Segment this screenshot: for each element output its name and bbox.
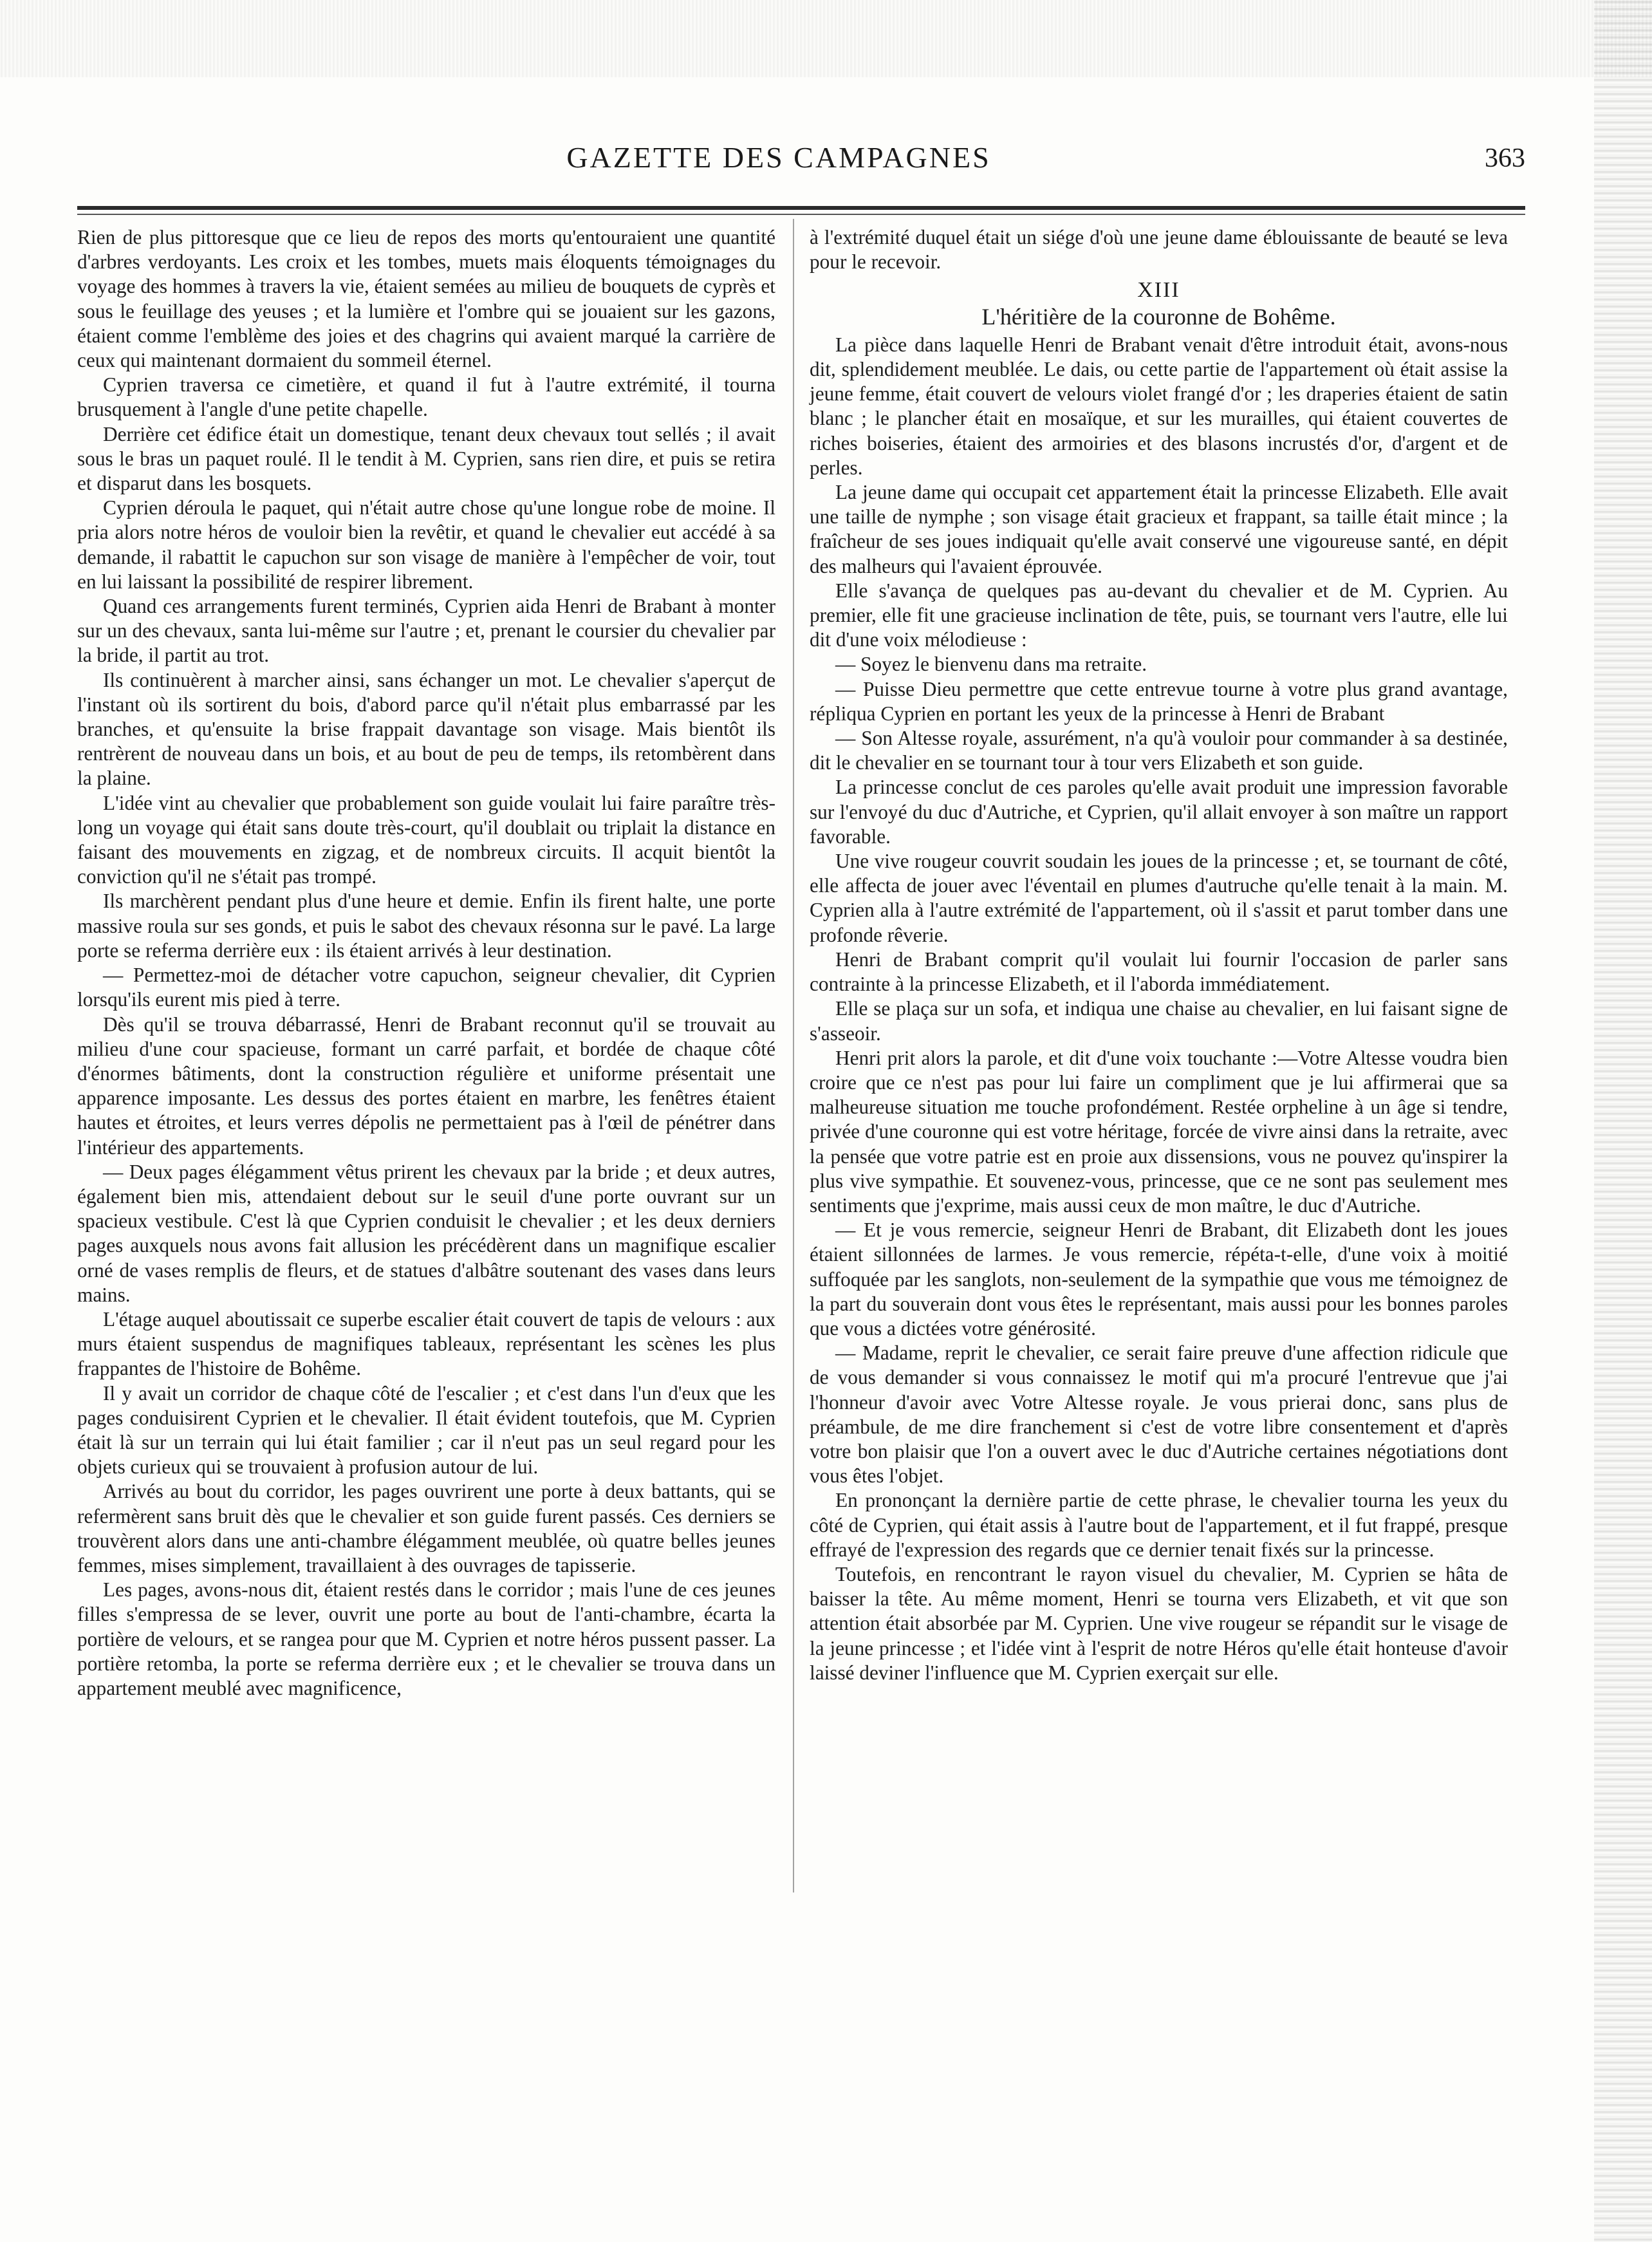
paragraph: Toutefois, en rencontrant le rayon visuel du chevalier, M. Cyprien se hâta de baisser la tête. Au même moment, Henri se tourna vers Elizabeth, et vit que son attention était absorbée par M. Cyprien. Une vive rougeur se répandit sur le visage de la jeune princesse ; et l'idée vint à l'esprit de notre Héros qu'elle était honteuse d'avoir laissé deviner l'influence que M. Cyprien exerçait sur elle. <box>810 1562 1508 1684</box>
paragraph: — Permettez-moi de détacher votre capuchon, seigneur chevalier, dit Cyprien lorsqu'ils eurent mis pied à terre. <box>77 964 775 1011</box>
paragraph: Derrière cet édifice était un domestique, tenant deux chevaux tout sellés ; il avait sous le bras un paquet roulé. Il le tendit à M. Cyprien, sans rien dire, et puis se retira et disparut dans les bosquets. <box>77 422 775 495</box>
paragraph: La pièce dans laquelle Henri de Brabant venait d'être introduit était, avons-nous dit, splendidement meublée. Le dais, ou cette partie de l'appartement où était assise la jeune femme, était couvert de velours violet frangé d'or ; les draperies étaient de satin blanc ; le plancher était en mosaïque, et sur les murailles, qui étaient couvertes de riches boiseries, étaient des armoiries et des blasons incrustés d'or, d'argent et de perles. <box>810 333 1508 479</box>
paragraph: Ils marchèrent pendant plus d'une heure et demie. Enfin ils firent halte, une porte massive roula sur ses gonds, et puis le sabot des chevaux résonna sur le pavé. La large porte se referma derrière eux : ils étaient arrivés à leur destination. <box>77 890 775 962</box>
paragraph: En prononçant la dernière partie de cette phrase, le chevalier tourna les yeux du côté de Cyprien, qui était assis à l'autre bout de l'appartement, et il fut frappé, presque effrayé de l'expression des regards que ce dernier tenait fixés sur la princesse. <box>810 1489 1508 1561</box>
paragraph: Cyprien traversa ce cimetière, et quand il fut à l'autre extrémité, il tourna brusquement à l'angle d'une petite chapelle. <box>77 373 775 421</box>
left-column <box>77 225 775 1701</box>
paragraph: Elle s'avança de quelques pas au-devant du chevalier et de M. Cyprien. Au premier, elle fit une gracieuse inclination de tête, puis, se tournant vers l'autre, elle lui dit d'une voix mélodieuse : <box>810 579 1508 651</box>
header-rule <box>77 206 1525 210</box>
paragraph: Une vive rougeur couvrit soudain les joues de la princesse ; et, se tournant de côté, elle affecta de jouer avec l'éventail en plumes d'autruche qu'elle tenait à la main. M. Cyprien alla à l'autre extrémité de l'appartement, où il s'assit et parut tomber dans une profonde rêverie. <box>810 850 1508 946</box>
page-header <box>77 129 1525 206</box>
header-rule-thin <box>77 214 1525 215</box>
paragraph: — Soyez le bienvenu dans ma retraite. <box>835 653 1147 676</box>
paragraph: Rien de plus pittoresque que ce lieu de repos des morts qu'entouraient une quantité d'arbres verdoyants. Les croix et les tombes, muets mais éloquents témoignages du voyage des hommes à travers la vie, étaient semées au milieu de bouquets de cyprès et sous le feuillage des yeuses ; et la lumière et l'ombre qui se jouaient sur les gazons, étaient comme l'emblème des joies et des chagrins qui avaient marqué la carrière de ceux qui maintenant dormaient du sommeil éternel. <box>77 226 775 372</box>
paragraph: Henri prit alors la parole, et dit d'une voix touchante :—Votre Altesse voudra bien croire que ce n'est pas pour lui faire un compliment que je lui affirmerai que sa malheureuse situation me touche profondément. Restée orpheline à un âge si tendre, privée d'une couronne qui est votre héritage, forcée de vivre ainsi dans la retraite, avec la pensée que votre patrie est en proie aux dissensions, vous ne pouvez qu'inspirer la plus vive sympathie. Et souvenez-vous, princesse, que ce ne sont pas seulement mes sentiments que j'exprime, mais aussi ceux de mon maître, le duc d'Autriche. <box>810 1046 1508 1217</box>
page-number: 363 <box>1485 144 1525 173</box>
newspaper-title: GAZETTE DES CAMPAGNES <box>566 141 991 174</box>
paragraph: Henri de Brabant comprit qu'il voulait lui fournir l'occasion de parler sans contrainte à la princesse Elizabeth, et il l'aborda immédiatement. <box>810 948 1508 996</box>
paragraph-continuation: à l'extrémité duquel était un siége d'où une jeune dame éblouissante de beauté se leva pour le recevoir. <box>810 226 1508 274</box>
section-title: L'héritière de la couronne de Bohême. <box>981 303 1336 330</box>
paragraph: L'étage auquel aboutissait ce superbe escalier était couvert de tapis de velours : aux murs étaient suspendus de magnifiques tableaux, représentant les scènes les plus frappantes de l'histoire de Bohême. <box>77 1307 775 1380</box>
paragraph: La jeune dame qui occupait cet appartement était la princesse Elizabeth. Elle avait une taille de nymphe ; son visage était gracieux et frappant, sa taille était mince ; la fraîcheur de ses joues indiquait qu'elle avait conservé une vigoureuse santé, en dépit des malheurs qui l'avaient éprouvée. <box>810 481 1508 577</box>
paragraph: — Et je vous remercie, seigneur Henri de Brabant, dit Elizabeth dont les joues étaient sillonnées de larmes. Je vous remercie, répéta-t-elle, d'une voix à moitié suffoquée par les sanglots, non-seulement de la sympathie que vous me témoignez de la part du souverain dont vous êtes le représentant, mais aussi pour les bonnes paroles que vous a dictées votre générosité. <box>810 1219 1508 1340</box>
paragraph: — Puisse Dieu permettre que cette entrevue tourne à votre plus grand avantage, répliqua Cyprien en portant les yeux de la princesse à Henri de Brabant <box>810 677 1508 725</box>
paragraph: — Deux pages élégamment vêtus prirent les chevaux par la bride ; et deux autres, également bien mis, attendaient debout sur le seuil d'une porte ouvrant sur un spacieux vestibule. C'est là que Cyprien conduisit le chevalier ; et les deux derniers pages auxquels nous avons fait allusion les précédèrent dans un magnifique escalier orné de vases remplis de fleurs, et de statues d'albâtre soutenant des vases dans leurs mains. <box>77 1160 775 1306</box>
scan-edge-right <box>1594 0 1652 2242</box>
right-column <box>810 225 1508 1685</box>
paragraph: La princesse conclut de ces paroles qu'elle avait produit une impression favorable sur l'envoyé du duc d'Autriche, et Cyprien, qu'il allait envoyer à son maître un rapport favorable. <box>810 776 1508 848</box>
paragraph: Ils continuèrent à marcher ainsi, sans échanger un mot. Le chevalier s'aperçut de l'instant où ils sortirent du bois, d'abord parce qu'il n'était plus embarrassé par les branches, et qu'ensuite la brise frappait davantage son visage. Mais bientôt ils rentrèrent de nouveau dans un bois, et au bout de peu de temps, ils retombèrent dans la plaine. <box>77 668 775 790</box>
paragraph: Elle se plaça sur un sofa, et indiqua une chaise au chevalier, en lui faisant signe de s'asseoir. <box>810 997 1508 1045</box>
paragraph: — Son Altesse royale, assurément, n'a qu'à vouloir pour commander à sa destinée, dit le chevalier en se tournant tour à tour vers Elizabeth et son guide. <box>810 727 1508 774</box>
paragraph: Dès qu'il se trouva débarrassé, Henri de Brabant reconnut qu'il se trouvait au milieu d'une cour spacieuse, formant un carré parfait, et bordée de chaque côté d'énormes bâtiments, dont la construction régulière et uniforme présentait une apparence imposante. Les dessus des portes étaient en marbre, les fenêtres étaient hautes et étroites, et leurs verres dépolis ne permettaient pas à l'œil de pénétrer dans l'intérieur des appartements. <box>77 1013 775 1159</box>
paragraph: L'idée vint au chevalier que probablement son guide voulait lui faire paraître très-long un voyage qui était sans doute très-court, qu'il doublait ou triplait la distance en faisant des mouvements en zigzag, et de nombreux circuits. Il acquit bientôt la conviction qu'il ne s'était pas trompé. <box>77 791 775 888</box>
paragraph: Il y avait un corridor de chaque côté de l'escalier ; et c'est dans l'un d'eux que les pages conduisirent Cyprien et le chevalier. Il était évident toutefois, que M. Cyprien était là sur un terrain qui lui était familier ; car il n'eut pas un seul regard pour les objets curieux qui se trouvaient à profusion autour de lui. <box>77 1381 775 1479</box>
paragraph: Les pages, avons-nous dit, étaient restés dans le corridor ; mais l'une de ces jeunes filles s'empressa de se lever, ouvrit une porte au bout de l'anti-chambre, écarta la portière de velours, et se rangea pour que M. Cyprien et notre héros pussent passer. La portière retomba, la porte se referma derrière eux ; et le chevalier se trouva dans un appartement meublé avec magnificence, <box>77 1578 775 1699</box>
paragraph: — Madame, reprit le chevalier, ce serait faire preuve d'une affection ridicule que de vous demander si vous connaissez le motif qui m'a procuré l'entrevue que j'ai l'honneur d'avoir avec Votre Altesse royale. Je vous prierai donc, sans plus de préambule, de me dire franchement si c'est de votre libre consentement et d'après votre bon plaisir que l'on a ouvert avec le duc d'Autriche certaines négotiations dont vous êtes l'objet. <box>810 1341 1508 1488</box>
section-number: XIII <box>1137 278 1180 303</box>
column-divider <box>793 219 794 1892</box>
paragraph: Arrivés au bout du corridor, les pages ouvrirent une porte à deux battants, qui se refermèrent sans bruit dès que le chevalier et son guide furent passés. Ces derniers se trouvèrent alors dans une anti-chambre élégamment meublée, où quatre belles jeunes femmes, mises simplement, travaillaient à des ouvrages de tapisserie. <box>77 1480 775 1576</box>
paragraph: Quand ces arrangements furent terminés, Cyprien aida Henri de Brabant à monter sur un des chevaux, santa lui-même sur l'autre ; et, prenant le coursier du chevalier par la bride, il partit au trot. <box>77 595 775 667</box>
scan-noise-top <box>0 0 1652 77</box>
paragraph: Cyprien déroula le paquet, qui n'était autre chose qu'une longue robe de moine. Il pria alors notre héros de vouloir bien la revêtir, et quand le chevalier eut accédé à sa demande, il rabattit le capuchon sur son visage de manière à l'empêcher de voir, tout en lui laissant la possibilité de respirer librement. <box>77 496 775 593</box>
